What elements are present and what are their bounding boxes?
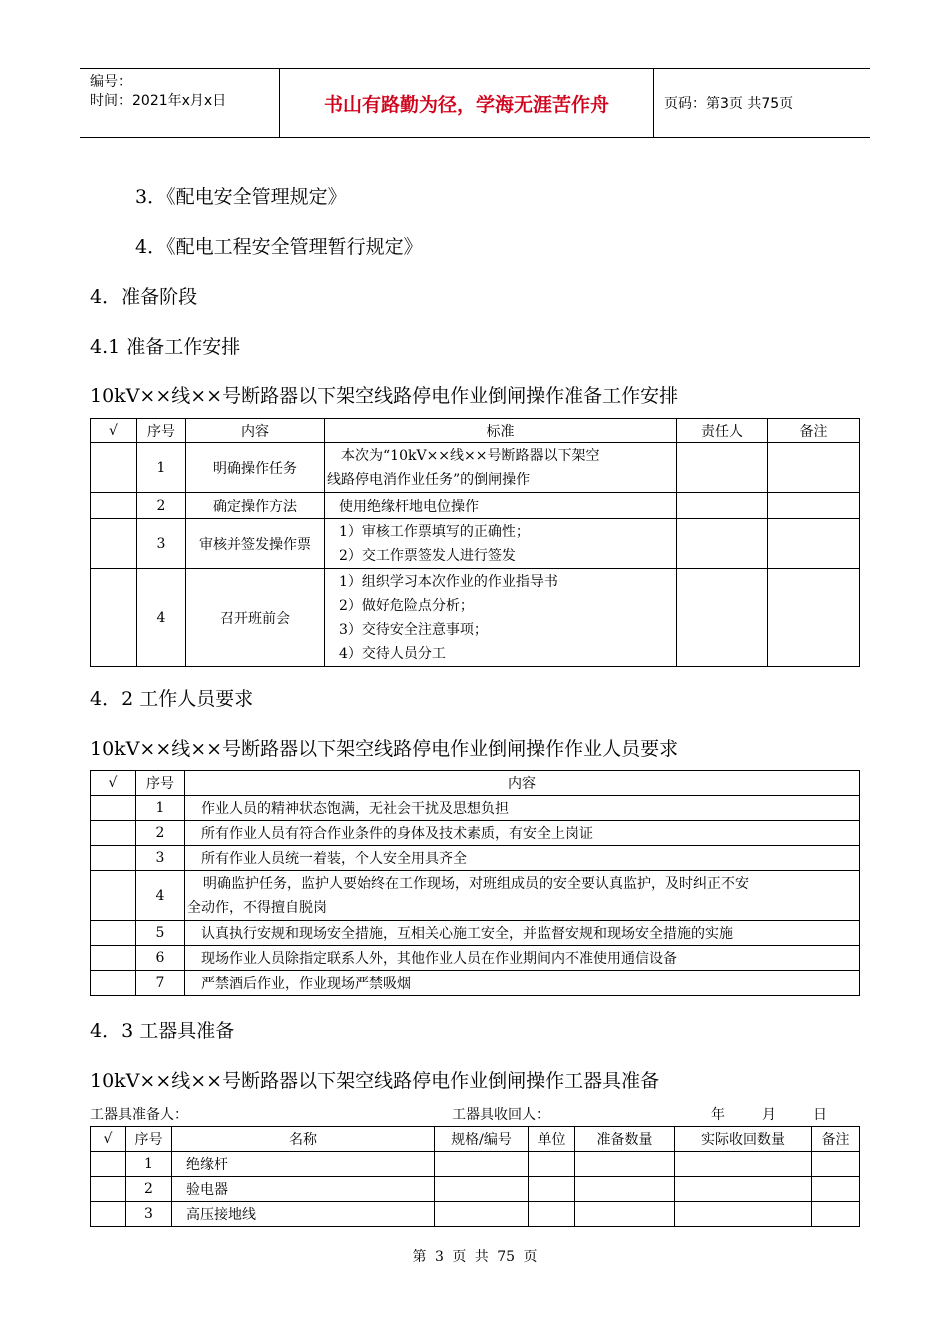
row-no: 5 [136,921,185,946]
check-cell [91,1152,126,1177]
table-row [91,1202,860,1227]
header-owner: 责任人 [677,419,768,443]
table-header-row [91,419,860,443]
footer-di: 第 [412,1249,427,1265]
standard-line: 本次为“10kV××线××号断路器以下架空 [341,447,600,464]
standard-line: 线路停电消作业任务”的倒闸操作 [327,471,531,488]
table-row [91,821,860,846]
remark-cell [768,493,860,519]
header-check: √ [91,1127,126,1152]
table-header-row [91,771,860,796]
unit-cell [529,1177,575,1202]
row-standard [325,519,677,569]
remark-cell [768,443,860,493]
row-standard [325,569,677,667]
footer-gong: 共 [474,1249,489,1265]
table2-title: 10kV××线××号断路器以下架空线路停电作业倒闸操作作业人员要求 [90,738,679,760]
content-line: 全动作，不得擅自脱岗 [187,899,327,916]
row-no: 1 [126,1152,172,1177]
row-name: 高压接地线 [172,1202,435,1227]
returned-qty-cell [675,1177,812,1202]
table-row [91,971,860,996]
content-line: 明确监护任务，监护人要始终在工作现场，对班组成员的安全要认真监护，及时纠正不安 [203,875,749,892]
table-row [91,569,860,667]
remark-cell [768,519,860,569]
row-content [185,871,860,921]
check-cell [91,493,137,519]
section-4-2-heading: 4．2 工作人员要求 [90,688,254,710]
check-cell [91,871,136,921]
spec-cell [435,1202,529,1227]
header-check: √ [91,419,137,443]
header-remark: 备注 [768,419,860,443]
spec-cell [435,1177,529,1202]
preparer-label: 工器具准备人： [90,1107,188,1123]
footer-ye2: 页 [523,1249,538,1265]
header-page-label: 页码：第3页 共75页 [664,96,794,112]
prep-qty-cell [575,1152,675,1177]
table1-title: 10kV××线××号断路器以下架空线路停电作业倒闸操作准备工作安排 [90,385,679,407]
table-header-row [91,1127,860,1152]
date-month-label: 月 [762,1107,776,1123]
table-row [91,921,860,946]
header-motto: 书山有路勤为径，学海无涯苦作舟 [280,69,654,137]
returned-qty-cell [675,1152,812,1177]
row-content: 明确操作任务 [186,443,325,493]
page-header [80,68,870,138]
check-cell [91,971,136,996]
spec-cell [435,1152,529,1177]
row-no: 2 [137,493,186,519]
owner-cell [677,569,768,667]
header-spec: 规格/编号 [435,1127,529,1152]
unit-cell [529,1152,575,1177]
section-4-1-heading: 4.1 准备工作安排 [90,336,241,358]
check-cell [91,1177,126,1202]
header-standard: 标准 [325,419,677,443]
standard-line: 1）组织学习本次作业的作业指导书 [339,573,558,590]
footer-page-number: 3 [434,1249,444,1265]
row-standard: 使用绝缘杆地电位操作 [325,493,677,519]
section-4-heading: 4．准备阶段 [90,286,198,308]
owner-cell [677,493,768,519]
table3-title: 10kV××线××号断路器以下架空线路停电作业倒闸操作工器具准备 [90,1070,660,1092]
page-footer [0,1246,950,1266]
section-4-3-heading: 4．3 工器具准备 [90,1020,235,1042]
standard-line: 2）交工作票签发人进行签发 [339,547,516,564]
row-content: 所有作业人员统一着装，个人安全用具齐全 [185,846,860,871]
row-content: 作业人员的精神状态饱满，无社会干扰及思想负担 [185,796,860,821]
header-content: 内容 [185,771,860,796]
table-row [91,519,860,569]
check-cell [91,569,137,667]
unit-cell [529,1202,575,1227]
header-prep-qty: 准备数量 [575,1127,675,1152]
row-no: 3 [137,519,186,569]
reference-item-4: 4．《配电工程安全管理暂行规定》 [135,236,423,258]
table-row [91,871,860,921]
row-content: 认真执行安规和现场安全措施，互相关心施工安全，并监督安规和现场安全措施的实施 [185,921,860,946]
row-content: 审核并签发操作票 [186,519,325,569]
receiver-label: 工器具收回人： [452,1107,550,1123]
standard-line: 1）审核工作票填写的正确性； [339,523,530,540]
row-content: 确定操作方法 [186,493,325,519]
table-row [91,1152,860,1177]
standard-line: 3）交待安全注意事项； [339,621,488,638]
prep-qty-cell [575,1177,675,1202]
header-content: 内容 [186,419,325,443]
check-cell [91,1202,126,1227]
check-cell [91,519,137,569]
header-name: 名称 [172,1127,435,1152]
row-name: 绝缘杆 [172,1152,435,1177]
row-no: 4 [137,569,186,667]
row-no: 2 [136,821,185,846]
table-row [91,1177,860,1202]
remark-cell [812,1202,860,1227]
row-no: 3 [126,1202,172,1227]
check-cell [91,846,136,871]
standard-line: 2）做好危险点分析； [339,597,474,614]
reference-item-3: 3．《配电安全管理规定》 [135,186,347,208]
check-cell [91,796,136,821]
table-row [91,796,860,821]
row-no: 3 [136,846,185,871]
footer-ye: 页 [452,1249,467,1265]
row-standard [325,443,677,493]
number-label: 编号： [90,74,132,90]
header-check: √ [91,771,136,796]
row-no: 1 [137,443,186,493]
row-content: 严禁酒后作业，作业现场严禁吸烟 [185,971,860,996]
row-no: 4 [136,871,185,921]
owner-cell [677,443,768,493]
table-row [91,846,860,871]
check-cell [91,821,136,846]
row-no: 2 [126,1177,172,1202]
tools-table [90,1126,860,1227]
header-left [80,69,280,137]
row-name: 验电器 [172,1177,435,1202]
header-unit: 单位 [529,1127,575,1152]
table-row [91,493,860,519]
header-returned-qty: 实际收回数量 [675,1127,812,1152]
row-no: 6 [136,946,185,971]
check-cell [91,921,136,946]
row-no: 7 [136,971,185,996]
row-content: 所有作业人员有符合作业条件的身体及技术素质，有安全上岗证 [185,821,860,846]
date-day-label: 日 [813,1107,827,1123]
footer-total-pages: 75 [497,1249,516,1265]
table-row [91,443,860,493]
table-row [91,946,860,971]
header-remark: 备注 [812,1127,860,1152]
check-cell [91,946,136,971]
standard-line: 4）交待人员分工 [339,645,446,662]
check-cell [91,443,137,493]
header-no: 序号 [126,1127,172,1152]
header-no: 序号 [136,771,185,796]
row-content: 召开班前会 [186,569,325,667]
remark-cell [812,1152,860,1177]
owner-cell [677,519,768,569]
remark-cell [812,1177,860,1202]
row-content: 现场作业人员除指定联系人外，其他作业人员在作业期间内不准使用通信设备 [185,946,860,971]
date-year-label: 年 [711,1107,725,1123]
header-no: 序号 [137,419,186,443]
returned-qty-cell [675,1202,812,1227]
row-no: 1 [136,796,185,821]
time-label: 时间：2021年x月x日 [90,93,227,109]
personnel-requirements-table [90,770,860,996]
remark-cell [768,569,860,667]
prep-qty-cell [575,1202,675,1227]
prep-work-table [90,418,860,667]
